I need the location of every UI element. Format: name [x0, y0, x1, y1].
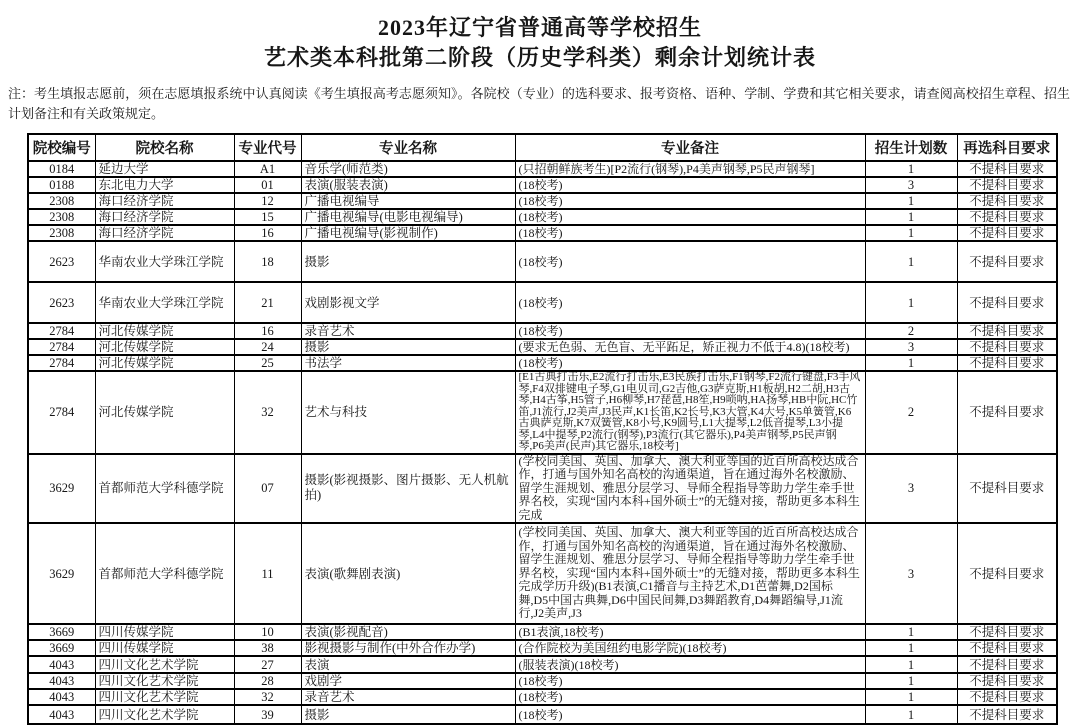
cell-college: 海口经济学院: [95, 225, 234, 241]
cell-remark: (学校同美国、英国、加拿大、澳大利亚等国的近百所高校达成合作，打通与国外知名高校的沟通渠道，旨在通过海外名校激励、留学生涯规划、雅思分层学习、导师全程指导等助力学生牵手世界名校，实现“国内本科+国外硕士”的无缝对接，帮助更多本科生完成学历升级)(B1表演,C1播音与主持艺术,D1芭蕾舞,D2国标舞,D5中国古典舞,D6中国民间舞,D3舞蹈教育,D4舞蹈编导,J1流行,J2美声,J3: [515, 523, 865, 624]
cell-subject: 不提科目要求: [957, 323, 1057, 339]
cell-major-code: 16: [234, 225, 301, 241]
cell-major: 戏剧学: [301, 673, 515, 689]
cell-plan: 2: [865, 323, 957, 339]
cell-subject: 不提科目要求: [957, 689, 1057, 705]
cell-code: 4043: [28, 689, 95, 705]
cell-code: 2308: [28, 225, 95, 241]
cell-plan: 1: [865, 656, 957, 673]
cell-college: 河北传媒学院: [95, 355, 234, 371]
cell-major: 书法学: [301, 355, 515, 371]
cell-code: 2784: [28, 355, 95, 371]
col-header-major-name: 专业名称: [301, 134, 515, 161]
cell-plan: 3: [865, 523, 957, 624]
cell-subject: 不提科目要求: [957, 705, 1057, 724]
table-row: [28, 323, 1057, 339]
cell-major-code: 39: [234, 705, 301, 724]
cell-subject: 不提科目要求: [957, 640, 1057, 656]
table-row: [28, 161, 1057, 177]
col-header-college-name: 院校名称: [95, 134, 234, 161]
cell-major: 摄影: [301, 241, 515, 282]
cell-subject: 不提科目要求: [957, 355, 1057, 371]
cell-plan: 3: [865, 177, 957, 193]
cell-remark: (合作院校为美国纽约电影学院)(18校考): [515, 640, 865, 656]
cell-remark: (18校考): [515, 177, 865, 193]
cell-remark: (要求无色弱、无色盲、无平跖足，矫正视力不低于4.8)(18校考): [515, 339, 865, 355]
table-row: [28, 193, 1057, 209]
cell-major-code: 25: [234, 355, 301, 371]
cell-plan: 1: [865, 241, 957, 282]
col-header-major-remark: 专业备注: [515, 134, 865, 161]
cell-plan: 1: [865, 673, 957, 689]
cell-plan: 1: [865, 355, 957, 371]
table-row: [28, 673, 1057, 689]
cell-college: 首都师范大学科德学院: [95, 523, 234, 624]
cell-subject: 不提科目要求: [957, 161, 1057, 177]
cell-major: 摄影: [301, 705, 515, 724]
cell-code: 4043: [28, 656, 95, 673]
cell-major-code: 01: [234, 177, 301, 193]
cell-code: 4043: [28, 705, 95, 724]
cell-major: 表演(歌舞剧表演): [301, 523, 515, 624]
table-row: [28, 355, 1057, 371]
cell-major-code: 32: [234, 371, 301, 454]
table-row: [28, 640, 1057, 656]
cell-major-code: 15: [234, 209, 301, 225]
cell-college: 四川文化艺术学院: [95, 689, 234, 705]
table-row: [28, 241, 1057, 282]
table-row: [28, 689, 1057, 705]
cell-college: 延边大学: [95, 161, 234, 177]
cell-subject: 不提科目要求: [957, 209, 1057, 225]
table-header-row: [28, 134, 1057, 161]
cell-college: 首都师范大学科德学院: [95, 454, 234, 524]
cell-code: 2623: [28, 241, 95, 282]
cell-major: 摄影(影视摄影、图片摄影、无人机航拍): [301, 454, 515, 524]
cell-plan: 1: [865, 624, 957, 640]
page-title-line2: 艺术类本科批第二阶段（历史学科类）剩余计划统计表: [263, 45, 816, 70]
table-row: [28, 282, 1057, 323]
cell-code: 3629: [28, 454, 95, 524]
cell-code: 2784: [28, 323, 95, 339]
cell-plan: 1: [865, 282, 957, 323]
cell-code: 3629: [28, 523, 95, 624]
cell-major-code: 10: [234, 624, 301, 640]
cell-code: 2308: [28, 193, 95, 209]
cell-remark: (18校考): [515, 705, 865, 724]
cell-remark: (18校考): [515, 673, 865, 689]
col-header-plan-count: 招生计划数: [865, 134, 957, 161]
cell-major-code: 24: [234, 339, 301, 355]
cell-major: 广播电视编导(电影电视编导): [301, 209, 515, 225]
cell-college: 海口经济学院: [95, 193, 234, 209]
cell-remark: (18校考): [515, 689, 865, 705]
cell-remark: (服装表演)(18校考): [515, 656, 865, 673]
cell-plan: 1: [865, 193, 957, 209]
table-row: [28, 177, 1057, 193]
cell-major: 广播电视编导: [301, 193, 515, 209]
col-header-college-code: 院校编号: [28, 134, 95, 161]
cell-college: 华南农业大学珠江学院: [95, 282, 234, 323]
cell-major: 广播电视编导(影视制作): [301, 225, 515, 241]
cell-remark: (B1表演,18校考): [515, 624, 865, 640]
cell-major-code: 07: [234, 454, 301, 524]
cell-major-code: A1: [234, 161, 301, 177]
table-row: [28, 454, 1057, 524]
cell-remark: (18校考): [515, 323, 865, 339]
col-header-subject-requirement: 再选科目要求: [957, 134, 1057, 161]
cell-code: 2308: [28, 209, 95, 225]
cell-college: 四川传媒学院: [95, 640, 234, 656]
cell-remark: (18校考): [515, 193, 865, 209]
table-row: [28, 523, 1057, 624]
cell-plan: 1: [865, 689, 957, 705]
remaining-plan-table: [27, 133, 1058, 725]
cell-code: 0184: [28, 161, 95, 177]
cell-subject: 不提科目要求: [957, 523, 1057, 624]
cell-college: 四川文化艺术学院: [95, 705, 234, 724]
page-title-line1: 2023年辽宁省普通高等学校招生: [377, 15, 702, 40]
cell-subject: 不提科目要求: [957, 282, 1057, 323]
cell-plan: 1: [865, 640, 957, 656]
cell-remark: (18校考): [515, 355, 865, 371]
cell-subject: 不提科目要求: [957, 673, 1057, 689]
cell-major: 摄影: [301, 339, 515, 355]
cell-college: 海口经济学院: [95, 209, 234, 225]
cell-code: 2784: [28, 339, 95, 355]
cell-code: 0188: [28, 177, 95, 193]
cell-college: 四川文化艺术学院: [95, 673, 234, 689]
cell-major-code: 21: [234, 282, 301, 323]
cell-subject: 不提科目要求: [957, 177, 1057, 193]
cell-major-code: 28: [234, 673, 301, 689]
cell-major: 音乐学(师范类): [301, 161, 515, 177]
cell-college: 四川传媒学院: [95, 624, 234, 640]
cell-plan: 1: [865, 161, 957, 177]
cell-plan: 1: [865, 705, 957, 724]
table-row: [28, 705, 1057, 724]
cell-college: 四川文化艺术学院: [95, 656, 234, 673]
cell-code: 3669: [28, 640, 95, 656]
table-body: [28, 161, 1057, 724]
cell-major: 戏剧影视文学: [301, 282, 515, 323]
cell-major: 艺术与科技: [301, 371, 515, 454]
cell-major: 表演: [301, 656, 515, 673]
cell-college: 东北电力大学: [95, 177, 234, 193]
cell-major-code: 12: [234, 193, 301, 209]
cell-plan: 1: [865, 209, 957, 225]
cell-subject: 不提科目要求: [957, 339, 1057, 355]
cell-plan: 3: [865, 339, 957, 355]
cell-subject: 不提科目要求: [957, 656, 1057, 673]
cell-major-code: 11: [234, 523, 301, 624]
cell-remark: [E1古典打击乐,E2流行打击乐,E3民族打击乐,F1钢琴,F2流行键盘,F3手风琴,F4双排键电子琴,G1电贝司,G2吉他,G3萨克斯,H1板胡,H2二胡,H3古琴,H4古筝,H5管子,H6柳琴,H7琵琶,H8笙,H9唢呐,HA扬琴,HB中阮,HC竹笛,J1流行,J2美声,J3民声,K1长笛,K2长号,K3大管,K4大号,K5单簧管,K6古典萨克斯,K7双簧管,K8小号,K9圆号,L1大提琴,L2低音提琴,L3小提琴,L4中提琴,P2流行(钢琴),P3流行(其它器乐),P4美声钢琴,P5民声钢琴,P6美声(民声)其它器乐,18校考]: [515, 371, 865, 454]
table-row: [28, 339, 1057, 355]
note-text: 注：考生填报志愿前，须在志愿填报系统中认真阅读《考生填报高考志愿须知》。各院校（专业）的选科要求、报考资格、语种、学制、学费和其它相关要求，请查阅高校招生章程、招生计划备注和有关政策规定。: [8, 86, 1070, 121]
table-row: [28, 624, 1057, 640]
cell-remark: (18校考): [515, 241, 865, 282]
cell-major: 影视摄影与制作(中外合作办学): [301, 640, 515, 656]
cell-major: 表演(影视配音): [301, 624, 515, 640]
cell-college: 华南农业大学珠江学院: [95, 241, 234, 282]
cell-major-code: 16: [234, 323, 301, 339]
cell-remark: (只招朝鲜族考生)[P2流行(钢琴),P4美声钢琴,P5民声钢琴]: [515, 161, 865, 177]
cell-major-code: 27: [234, 656, 301, 673]
cell-code: 2784: [28, 371, 95, 454]
cell-subject: 不提科目要求: [957, 454, 1057, 524]
table-row: [28, 656, 1057, 673]
cell-major: 录音艺术: [301, 689, 515, 705]
cell-code: 4043: [28, 673, 95, 689]
table-row: [28, 371, 1057, 454]
cell-major: 录音艺术: [301, 323, 515, 339]
cell-subject: 不提科目要求: [957, 371, 1057, 454]
cell-code: 3669: [28, 624, 95, 640]
cell-remark: (学校同美国、英国、加拿大、澳大利亚等国的近百所高校达成合作，打通与国外知名高校的沟通渠道，旨在通过海外名校激励、留学生涯规划、雅思分层学习、导师全程指导等助力学生牵手世界名校，实现“国内本科+国外硕士”的无缝对接，帮助更多本科生完成: [515, 454, 865, 524]
cell-major-code: 38: [234, 640, 301, 656]
cell-plan: 3: [865, 454, 957, 524]
table-row: [28, 225, 1057, 241]
cell-code: 2623: [28, 282, 95, 323]
cell-remark: (18校考): [515, 209, 865, 225]
cell-major-code: 32: [234, 689, 301, 705]
cell-major-code: 18: [234, 241, 301, 282]
cell-remark: (18校考): [515, 282, 865, 323]
page-title: [0, 0, 1080, 73]
table-row: [28, 209, 1057, 225]
cell-subject: 不提科目要求: [957, 193, 1057, 209]
cell-major: 表演(服装表演): [301, 177, 515, 193]
cell-college: 河北传媒学院: [95, 323, 234, 339]
cell-remark: (18校考): [515, 225, 865, 241]
cell-subject: 不提科目要求: [957, 241, 1057, 282]
cell-college: 河北传媒学院: [95, 371, 234, 454]
col-header-major-code: 专业代号: [234, 134, 301, 161]
cell-plan: 2: [865, 371, 957, 454]
cell-college: 河北传媒学院: [95, 339, 234, 355]
cell-subject: 不提科目要求: [957, 624, 1057, 640]
cell-plan: 1: [865, 225, 957, 241]
cell-subject: 不提科目要求: [957, 225, 1057, 241]
